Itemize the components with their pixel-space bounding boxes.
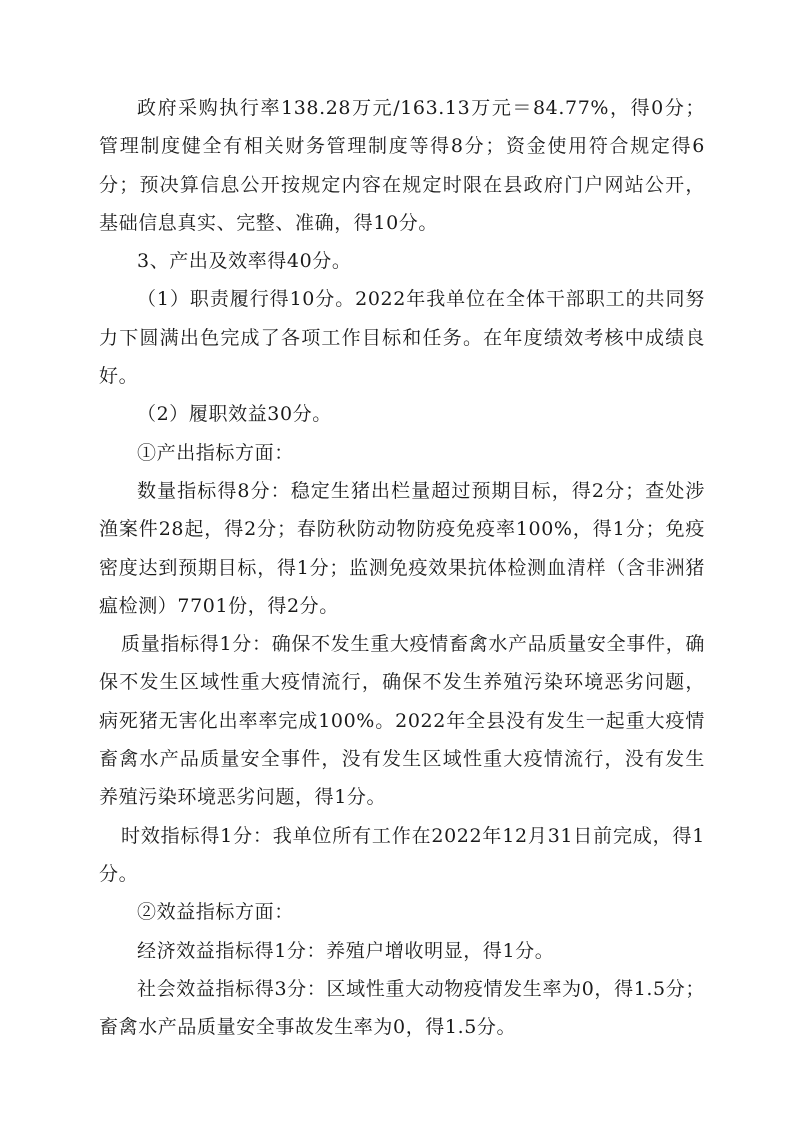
paragraph-benefit-indicators-heading: ②效益指标方面：	[137, 901, 294, 924]
document-body	[99, 89, 705, 1046]
paragraph-output-efficiency-heading: 3、产出及效率得40分。	[137, 250, 352, 273]
paragraph-economic-benefit: 经济效益指标得1分：养殖户增收明显，得1分。	[137, 939, 555, 962]
paragraph-quality-indicators: 质量指标得1分：确保不发生重大疫情畜禽水产品质量安全事件，确保不发生区域性重大疫情流行，确保不发生养殖污染环境恶劣问题，病死猪无害化出率率完成100%。2022年全县没有发生一起重大疫情畜禽水产品质量安全事件，没有发生区域性重大疫情流行，没有发生养殖污染环境恶劣问题，得1分。	[99, 633, 705, 809]
paragraph-duty-performance: （1）职责履行得10分。2022年我单位在全体干部职工的共同努力下圆满出色完成了各项工作目标和任务。在年度绩效考核中成绩良好。	[99, 288, 705, 388]
paragraph-timeliness-indicators: 时效指标得1分：我单位所有工作在2022年12月31日前完成，得1分。	[99, 824, 705, 885]
paragraph-social-benefit: 社会效益指标得3分：区域性重大动物疫情发生率为0，得1.5分；畜禽水产品质量安全事故发生率为0，得1.5分。	[99, 977, 705, 1039]
paragraph-output-indicators-heading: ①产出指标方面：	[137, 441, 294, 464]
paragraph-procurement-management: 政府采购执行率138.28万元/163.13万元＝84.77%，得0分；管理制度健全有相关财务管理制度等得8分；资金使用符合规定得6分；预决算信息公开按规定内容在规定时限在县政府门户网站公开，基础信息真实、完整、准确，得10分。	[99, 97, 706, 234]
paragraph-duty-benefit-heading: （2）履职效益30分。	[137, 403, 332, 426]
paragraph-quantity-indicators: 数量指标得8分：稳定生猪出栏量超过预期目标，得2分；查处涉渔案件28起，得2分；春防秋防动物防疫免疫率100%，得1分；免疫密度达到预期目标，得1分；监测免疫效果抗体检测血清样（含非洲猪瘟检测）7701份，得2分。	[99, 479, 705, 617]
